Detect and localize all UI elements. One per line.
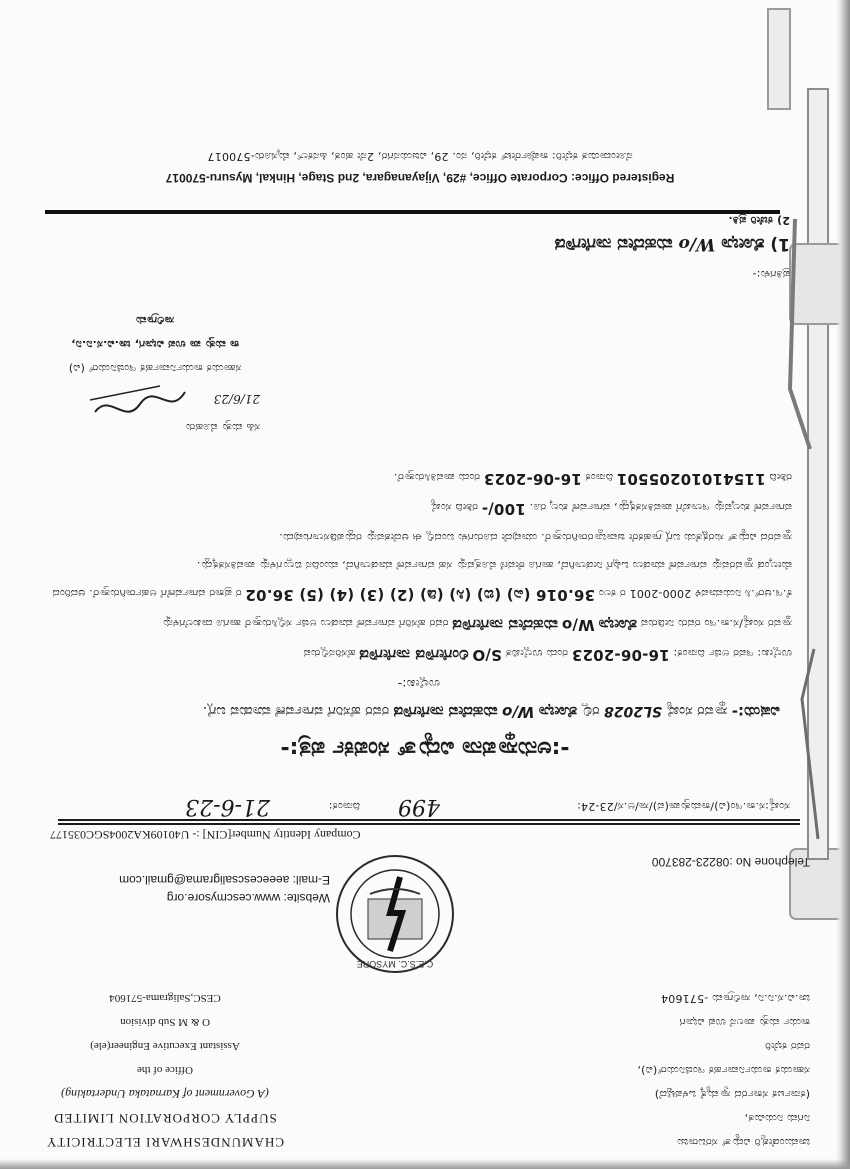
signatory-designation: ಸಹಾಯಕ ಕಾರ್ಯನಿರ್ವಾಹಕ ಇಂಜಿನಿಯರ್ (ವಿ) — [68, 362, 242, 375]
contact-block — [0, 871, 330, 907]
header-divider-2 — [58, 819, 800, 821]
subject-rr-number: SL2028 — [603, 703, 662, 719]
footer — [50, 145, 790, 189]
header-kn-line3: (ಕರ್ನಾಟಕ ಸರ್ಕಾರದ ಸ್ವಾಮ್ಯಕ್ಕೆ ಒಳಪಟ್ಟಿದೆ) — [654, 1088, 810, 1101]
kannada-header — [480, 986, 810, 1154]
body-p7-b: ದಿನಾಂಕ — [585, 471, 613, 484]
signature-block — [50, 308, 260, 434]
body-p7-c: ರಂದು ಪಾವತಿಸಿರುತ್ತಾರೆ. — [393, 471, 481, 484]
cc-item-2: 2) ಕಚೇರಿ ಪ್ರತಿ. — [728, 214, 790, 227]
subject-name2: ಮಹದೇವ ನಾಗೇಗೌಡ — [393, 703, 498, 721]
scan-edge-shadow — [836, 0, 850, 1169]
sign-stamp-label: ಸಹಿ ಮತ್ತು ಮೊಹರು — [185, 421, 260, 434]
body-p6-a: ವರ್ಗಾವಣೆ ಶುಲ್ಕವನ್ನು ಇಲಾಖೆಗೆ ಪಾವತಿಸತಕ್ಕದ್ದು, ವರ್ಗಾವಣೆ ಶುಲ್ಕ ರೂ. — [529, 501, 792, 514]
body-p1-c: ಹೆಸರಿನಲ್ಲಿರುವ — [303, 647, 356, 660]
letter-body — [47, 463, 792, 669]
footer-kannada: ನೋಂದಾಯಿತ ಕಛೇರಿ: ಕಾರ್ಪೊರೇಟ್ ಕಛೇರಿ, ನಂ. 29, ವಿಜಯನಗರ, 2ನೇ ಹಂತ, ಹಿನಕಲ್, ಮೈಸೂರು-570017 — [207, 150, 633, 163]
org-name-line2: SUPPLY CORPORATION LIMITED — [53, 1111, 277, 1126]
body-line7 — [47, 463, 792, 493]
body-p3-a: ಕೆ.ಇ.ಆರ್.ಸಿ ನಿಯಮಾವಳಿ 2000-2001 ರ ಕಲಂ — [598, 587, 792, 600]
cc-item-1-wo: W/o — [678, 234, 716, 254]
cc-item-1-name1: ಶೋಭಾ — [721, 234, 765, 254]
body-p2-name1: ಶೋಭಾ — [598, 616, 638, 634]
signature-icon — [70, 376, 190, 422]
header-kn-line1: ಚಾಮುಂಡೇಶ್ವರಿ ವಿದ್ಯುತ್ ಸರಬರಾಜು — [677, 1136, 810, 1149]
cin-text: Company Identity Number[CIN] :- U40109KA2004SGC035177 — [50, 828, 361, 842]
cc-label: ಪ್ರತಿಗಳು:- — [752, 268, 790, 281]
subject-line — [60, 703, 780, 721]
header-kn-line5: ರವರ ಕಛೇರಿ — [764, 1040, 810, 1053]
signatory-office: ಕಾ ಮತ್ತು ಪಾ ಉಪ ವಿಭಾಗ, ಚಾ.ವಿ.ಸ.ನಿ.ನಿ, — [71, 338, 239, 351]
reference-number: 499 — [398, 794, 440, 819]
office-of: Office of the — [137, 1064, 193, 1076]
date-value: 21-6-23 — [185, 794, 270, 819]
body-p3-b: ರ ಪ್ರಕಾರ ವರ್ಗಾವಣೆಗೆ ಅರ್ಹರಾಗಿರುತ್ತಾರೆ. ಆದರಿಂದ — [52, 587, 242, 600]
subject-prefix: ವಿಷಯ:- — [731, 703, 780, 721]
subject-name1: ಶೋಭಾ — [538, 703, 578, 721]
english-header — [0, 986, 330, 1154]
header-kn-line6: ಕಾರ್ಯ ಮತ್ತು ಪಾಲನೆ ಉಪ ವಿಭಾಗ — [679, 1016, 810, 1029]
body-p6-b: ರಶೀದಿ ಸಂಖ್ಯೆ — [430, 501, 478, 514]
document-title: -:ಅನುಸ್ಥಾಪನಾ ವಿದ್ಯುತ್ ಸಂಪರ್ಕ ಪತ್ರ:- — [280, 736, 570, 761]
reference-label: ಸಂಖ್ಯೆ:ಸ.ಕಾ.ಇಂ(ವಿ)/ಕಾಮತ್ತುಪಾ(ವ)/ಸಾ/ಅ.ಸ/23-24: — [576, 800, 790, 813]
subject-text3: ರವರ ಹೆಸರಿಗೆ ವರ್ಗಾವಣೆ ಮಾಡುವ ಬಗ್ಗೆ. — [202, 703, 390, 719]
body-p1-a: ಉಲ್ಲೇಖ: ಇವರ ಅರ್ಜಿ ದಿನಾಂಕ: — [673, 647, 792, 660]
body-p2-b: ರವರ ಹೆಸರಿಗೆ ವರ್ಗಾವಣೆ ಮಾಡಲು ಅರ್ಜಿ ಸಲ್ಲಿಸಿರುತ್ತಾರೆ ಹಾಗೂ ದಾಖಲೆಗಳನ್ನು — [161, 617, 449, 630]
date-label: ದಿನಾಂಕ: — [328, 800, 360, 813]
website-text: Website: www.cescmysore.org — [166, 891, 330, 905]
cesc-logo-icon — [330, 849, 460, 979]
body-p1-name: ಲಿಂಗೇಗೌಡ ನಾಗೇಗೌಡ — [359, 646, 469, 664]
office-division: O & M Sub division — [120, 1016, 210, 1028]
cc-item-1-prefix: 1) — [770, 234, 790, 254]
subject-text2: ರಲ್ಲಿ — [581, 703, 600, 719]
cc-item-1-name2: ಮಹದೇವ ನಾಗೇಗೌಡ — [554, 234, 673, 254]
body-line1 — [47, 639, 792, 669]
org-name-line1: CHAMUNDESHWARI ELECTRICITY — [46, 1135, 284, 1150]
body-line3 — [47, 579, 792, 609]
body-line5: ಸ್ಥಾವರದ ವಿದ್ಯುತ್ ಸುರಕ್ಷತೆಯ ಬಗ್ಗೆ ಗ್ರಾಹಕರೇ ಜವಾಬ್ದಾರರಾಗಿರುತ್ತಾರೆ. ಯಾವುದೇ ದೂರುಗಳು ಬಂದಲ್ಲಿ ಈ ಆದೇಶವನ್ನು ರದ್ದುಪಡಿಸಲಾಗುವುದು. — [279, 531, 792, 544]
telephone-text: Telephone No :08223-283700 — [651, 855, 810, 869]
footer-english: Registered Office: Corporate Office, #29, Vijayanagara, 2nd Stage, Hinkal, Mysuru-570017 — [165, 171, 675, 185]
body-line6 — [47, 493, 792, 523]
ref-line: ಉಲ್ಲೇಖ:- — [397, 677, 440, 691]
header-divider-1 — [58, 823, 800, 825]
body-p7-date: 16-06-2023 — [483, 470, 582, 488]
cc-item-1 — [310, 229, 790, 259]
office-designation: Assistant Executive Engineer(ele) — [90, 1040, 240, 1052]
body-p2-a: ಸ್ಥಾವರ ಸಂಖ್ಯೆ/ಸ.ಕಾ.ಇಂ ರವರು ನೀಡಿರುವ — [640, 617, 792, 630]
header-kn-line7: ಚಾ.ವಿ.ಸ.ನಿ.ನಿ, ಸಾಲಿಗ್ರಾಮ -571604 — [660, 992, 810, 1005]
header-kn-line2: ನಿಗಮ ನಿಯಮಿತ, — [744, 1112, 810, 1125]
reference-row — [50, 789, 790, 819]
subject-wo: W/o — [502, 703, 535, 721]
office-location: CESC,Saligrama-571604 — [109, 992, 221, 1004]
body-p2-name2: ಮಹದೇವ ನಾಗೇಗೌಡ — [452, 616, 559, 634]
subject-text1: ಸ್ಥಾವರ ಸಂಖ್ಯೆ — [666, 703, 728, 719]
signature-area — [50, 380, 260, 420]
body-p1-b: ರಂದು ಉಲ್ಲೇಖಿತ — [505, 647, 568, 660]
body-p7-a: ರಶೀದಿ — [769, 471, 792, 484]
body-p1-date: 16-06-2023 — [571, 646, 670, 664]
scan-bottom-shadow — [0, 1159, 850, 1169]
body-line2 — [47, 609, 792, 639]
logo-ring-text: C.E.S.C. MYSORE — [356, 959, 434, 969]
header-kn-line4: ಸಹಾಯಕ ಕಾರ್ಯನಿರ್ವಾಹಕ ಇಂಜಿನಿಯರ್(ವಿ), — [637, 1064, 810, 1077]
email-text: E-mail: aeeecescsaligrama@gmail.com — [119, 873, 330, 887]
body-p2-wo: W/o — [561, 616, 595, 634]
footer-divider — [45, 210, 780, 214]
org-subtitle: (A Government of Karnataka Undertaking) — [61, 1087, 269, 1101]
body-p7-receipt: 11541010205501 — [616, 470, 766, 488]
body-p1-so: S/O — [472, 646, 502, 664]
body-p6-amount: 100/- — [481, 500, 526, 518]
signature-date: 21/6/23 — [213, 392, 260, 406]
body-line4: ಮೇಲ್ಕಂಡ ಸ್ಥಾವರವನ್ನು ವರ್ಗಾವಣೆ ಮಾಡಲು ಒಪ್ಪಿಗೆ ನೀಡಲಾಗಿದೆ, ಹಾಗೂ ಠೇವಣಿ ಮೊತ್ತವನ್ನು ಸಹ ವರ್ಗಾವಣೆ ಮಾಡಲಾಗಿದೆ, ಮುಂದಿನ ಬಿಲ್ಲುಗಳನ್ನು ಪಾವತಿಸತಕ್ಕದ್ದು. — [196, 559, 792, 572]
signatory-place: ಸಾಲಿಗ್ರಾಮ — [135, 314, 175, 327]
body-p3-clause: 36.016 (ಎ) (ಬಿ) (ಸಿ) (ಡಿ) (2) (3) (4) (5) 36.02 — [245, 586, 595, 604]
copies-block — [310, 211, 790, 289]
